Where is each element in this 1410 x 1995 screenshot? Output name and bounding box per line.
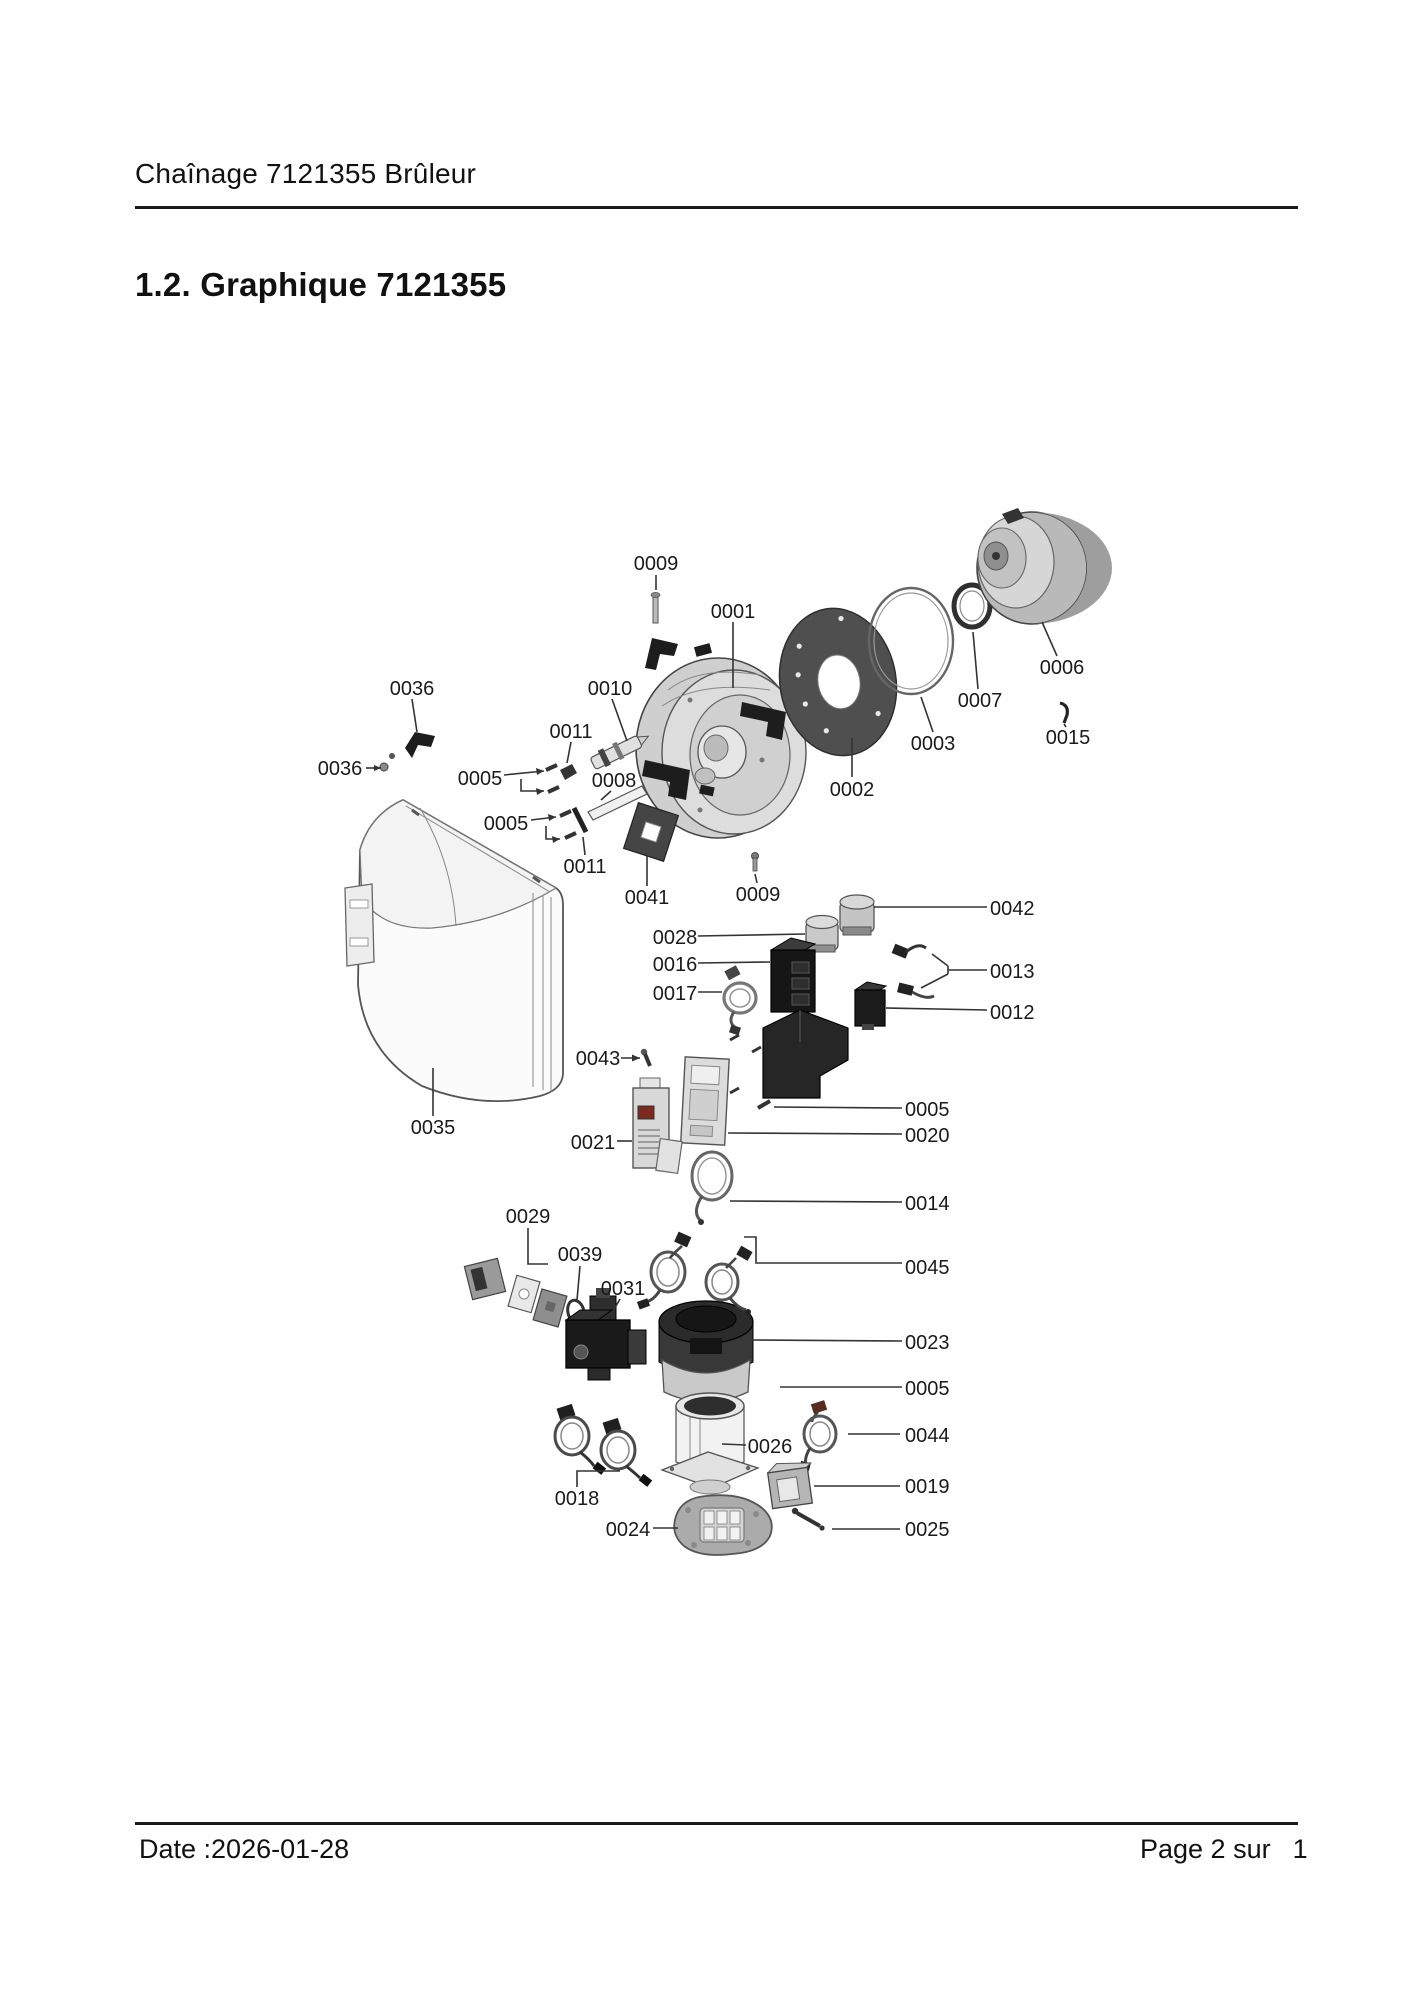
footer-page-text: Page 2 sur: [1140, 1834, 1271, 1864]
part-label-0016: 0016: [652, 954, 698, 976]
part-retainer-bracket: [380, 732, 435, 771]
part-label-0014: 0014: [905, 1193, 950, 1215]
part-label-0009-lower: 0009: [735, 884, 781, 906]
part-solenoid-valve-large: [840, 895, 874, 935]
part-label-0005-upper: 0005: [457, 768, 503, 790]
part-hook-clip: [1060, 703, 1067, 723]
part-label-0005-mid: 0005: [483, 813, 529, 835]
part-label-0005-r1: 0005: [905, 1099, 950, 1121]
part-label-0031: 0031: [600, 1278, 646, 1300]
part-label-0010: 0010: [587, 678, 633, 700]
part-screw-top: [651, 592, 660, 623]
part-screws-0005-upper: [546, 765, 559, 792]
part-cable-connectors: [892, 944, 934, 998]
part-label-0042: 0042: [990, 898, 1035, 920]
part-label-0023: 0023: [905, 1332, 950, 1354]
part-label-0011-lower: 0011: [563, 856, 607, 878]
part-screw-0043: [641, 1049, 650, 1066]
part-label-0017: 0017: [652, 983, 698, 1005]
part-clamp-lower: [574, 808, 586, 832]
part-label-0008: 0008: [591, 770, 637, 792]
part-label-0024: 0024: [605, 1519, 651, 1541]
part-label-0015: 0015: [1045, 727, 1091, 749]
footer-pagination: [1140, 1834, 1308, 1865]
part-clamp-upper: [560, 764, 577, 780]
part-label-0045: 0045: [905, 1257, 950, 1279]
part-label-0007: 0007: [957, 690, 1003, 712]
part-label-0021: 0021: [570, 1132, 616, 1154]
part-label-0026: 0026: [747, 1436, 793, 1458]
part-label-0002: 0002: [829, 779, 875, 801]
part-screw-0005-plate: [758, 1101, 770, 1108]
part-label-0009-top: 0009: [633, 553, 679, 575]
part-gasket-plate: [674, 1495, 772, 1555]
part-label-0005-r2: 0005: [905, 1378, 950, 1400]
footer-date: Date :2026-01-28: [139, 1834, 350, 1864]
part-flame-tube: [662, 1393, 758, 1494]
part-sensor-cable: [692, 1152, 732, 1225]
part-label-0012: 0012: [990, 1002, 1035, 1024]
part-blower-motor: [659, 1301, 753, 1402]
part-label-0003: 0003: [910, 733, 956, 755]
part-label-0001: 0001: [710, 601, 756, 623]
part-screw-flange: [751, 852, 758, 871]
part-label-0018: 0018: [554, 1488, 600, 1510]
part-label-0035: 0035: [410, 1117, 456, 1139]
part-fan-housing: [977, 508, 1112, 624]
part-label-0020: 0020: [905, 1125, 950, 1147]
part-label-0013: 0013: [990, 961, 1035, 983]
part-label-0019: 0019: [905, 1476, 950, 1498]
part-label-0028: 0028: [652, 927, 698, 949]
part-label-0011-upper: 0011: [549, 721, 593, 743]
part-label-0029: 0029: [505, 1206, 551, 1228]
part-label-0044: 0044: [905, 1425, 950, 1447]
part-base-plate: [681, 1057, 729, 1145]
part-label-0039: 0039: [557, 1244, 603, 1266]
part-screws-0005-mid: [560, 811, 576, 838]
part-label-0043: 0043: [575, 1048, 621, 1070]
page-header-title: Chaînage 7121355 Brûleur: [135, 158, 477, 189]
part-label-0006: 0006: [1039, 657, 1085, 679]
part-relay-box: [855, 982, 886, 1030]
part-housing-cover: [345, 800, 563, 1101]
part-control-unit: [633, 1078, 682, 1173]
part-label-0036-left: 0036: [317, 758, 363, 780]
part-label-0025: 0025: [905, 1519, 950, 1541]
part-electrode-cables: [555, 1404, 652, 1487]
part-mounting-bracket: [730, 1010, 848, 1098]
footer-rule: [135, 1822, 1298, 1825]
section-title: 1.2. Graphique 7121355: [135, 266, 507, 303]
part-screw-0025: [792, 1508, 825, 1531]
part-ignition-cable: [799, 1400, 836, 1471]
part-label-0036-top: 0036: [389, 678, 435, 700]
footer-page-number: 1: [1292, 1834, 1308, 1864]
part-label-0041: 0041: [624, 887, 670, 909]
part-pump-solenoid-set: [464, 1258, 567, 1327]
part-cable-coil: [724, 965, 756, 1035]
